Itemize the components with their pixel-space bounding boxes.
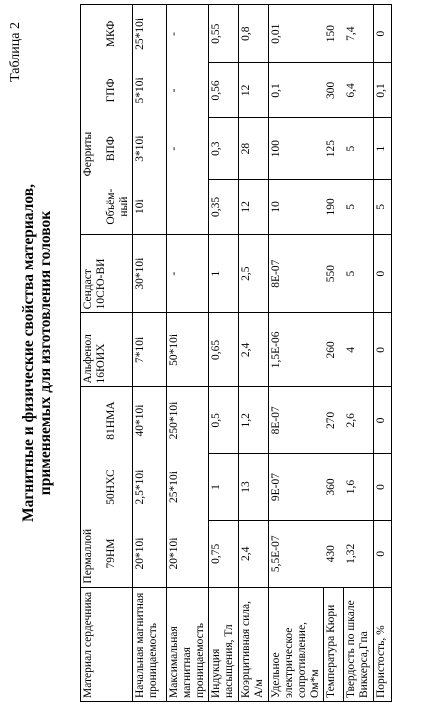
cell: 0 — [374, 387, 392, 454]
table-row — [81, 5, 133, 702]
cell: 1,2 — [239, 387, 269, 454]
cell: 28 — [239, 118, 269, 179]
row-label: Твердость по шкале Виккерса,Гпа — [344, 587, 374, 701]
cell — [81, 387, 133, 454]
cell — [81, 179, 133, 234]
cell — [81, 234, 133, 312]
cell: - — [167, 63, 209, 118]
row-label: Удельное электрическое сопротивление, Ом*м — [269, 587, 324, 701]
cell: 12 — [239, 179, 269, 234]
cell: 0 — [374, 234, 392, 312]
cell: 8Е-07 — [269, 387, 324, 454]
properties-table — [80, 4, 392, 702]
cell: 50*10і — [167, 313, 209, 387]
cell: 0,1 — [374, 63, 392, 118]
cell: 2,4 — [239, 520, 269, 587]
cell: 9Е-07 — [269, 454, 324, 521]
table-row — [344, 5, 374, 702]
row-label: Материал сердечника — [81, 587, 133, 701]
cell: 2,5*10і — [133, 454, 167, 521]
cell: 270 — [324, 387, 344, 454]
cell: 8Е-07 — [269, 234, 324, 312]
table-row — [374, 5, 392, 702]
cell-value: 81НМА — [105, 401, 117, 440]
cell: 2,5 — [239, 234, 269, 312]
cell: 360 — [324, 454, 344, 521]
cell-value: МКФ — [105, 20, 117, 48]
cell: 2,4 — [239, 313, 269, 387]
row-label: Начальная магнитная проницаемость — [133, 587, 167, 701]
cell: 250*10і — [167, 387, 209, 454]
cell: 100 — [269, 118, 324, 179]
table-row — [324, 5, 344, 702]
cell: 5 — [374, 179, 392, 234]
cell: 0,1 — [269, 63, 324, 118]
cell: 260 — [324, 313, 344, 387]
cell: 5*10і — [133, 63, 167, 118]
table-row — [167, 5, 209, 702]
cell: 40*10і — [133, 387, 167, 454]
cell — [81, 63, 133, 118]
cell: 1 — [374, 118, 392, 179]
table-row — [133, 5, 167, 702]
cell: 20*10і — [133, 520, 167, 587]
cell: 25*10і — [133, 5, 167, 63]
cell: 12 — [239, 63, 269, 118]
cell-value: 79НМ — [105, 538, 117, 569]
group-header-sendust: Сендаст — [82, 269, 94, 310]
cell: 7*10і — [133, 313, 167, 387]
cell: 0 — [374, 454, 392, 521]
cell: 3*10і — [133, 118, 167, 179]
cell: 0,5 — [209, 387, 239, 454]
cell-value: 10СЮ-ВИ — [95, 258, 107, 310]
cell: 10і — [133, 179, 167, 234]
cell — [81, 454, 133, 521]
row-label: Коэрцитивная сила, А/м — [239, 587, 269, 701]
title-line-2: применяемых для изготовления головок — [37, 210, 54, 496]
cell: 0,8 — [239, 5, 269, 63]
cell — [81, 313, 133, 387]
cell: 1,32 — [344, 520, 374, 587]
page-title — [20, 0, 54, 706]
cell: 7,4 — [344, 5, 374, 63]
cell: 0,56 — [209, 63, 239, 118]
cell: 550 — [324, 234, 344, 312]
row-label: Пористость, % — [374, 587, 392, 701]
cell — [81, 5, 133, 63]
cell: 1,5Е-06 — [269, 313, 324, 387]
cell-value: ГПФ — [105, 78, 117, 103]
cell: 0 — [374, 313, 392, 387]
cell: 0,75 — [209, 520, 239, 587]
cell: 190 — [324, 179, 344, 234]
table-number: Таблица 2 — [8, 22, 23, 82]
cell: 6,4 — [344, 63, 374, 118]
row-label: Максимальная магнитная проницаемость — [167, 587, 209, 701]
cell: 30*10і — [133, 234, 167, 312]
group-header-alfenol: Альфенол — [82, 334, 94, 384]
cell-value: ВПФ — [105, 136, 117, 162]
cell: 2,6 — [344, 387, 374, 454]
cell: 1 — [209, 454, 239, 521]
cell: - — [167, 118, 209, 179]
cell: 1 — [209, 234, 239, 312]
cell: 1,6 — [344, 454, 374, 521]
cell-value: 50НХС — [105, 469, 117, 505]
cell — [81, 520, 133, 587]
group-header-ferrites: Ферриты — [82, 131, 94, 177]
cell: 10 — [269, 179, 324, 234]
cell: 0 — [374, 5, 392, 63]
cell: - — [167, 234, 209, 312]
cell: 5 — [344, 234, 374, 312]
cell: 5 — [344, 179, 374, 234]
cell — [167, 179, 209, 234]
cell: 13 — [239, 454, 269, 521]
table-row — [239, 5, 269, 702]
cell: 0 — [374, 520, 392, 587]
group-header-permalloy: Пермаллой — [82, 528, 94, 584]
cell: 25*10і — [167, 454, 209, 521]
cell: - — [167, 5, 209, 63]
table-row — [209, 5, 239, 702]
cell: 0,01 — [269, 5, 324, 63]
cell: 0,65 — [209, 313, 239, 387]
cell: 4 — [344, 313, 374, 387]
cell: 5,5Е-07 — [269, 520, 324, 587]
cell: 20*10і — [167, 520, 209, 587]
row-label: Индукция насыщения, Тл — [209, 587, 239, 701]
cell: 300 — [324, 63, 344, 118]
cell-value: 16ЮИХ — [95, 343, 107, 384]
cell: 430 — [324, 520, 344, 587]
row-label: Температура Кюри — [324, 587, 344, 701]
cell: 150 — [324, 5, 344, 63]
title-line-1: Магнитные и физические свойства материалов, — [20, 184, 37, 522]
cell: 5 — [344, 118, 374, 179]
table-row — [269, 5, 324, 702]
cell: 125 — [324, 118, 344, 179]
cell: 0,35 — [209, 179, 239, 234]
cell-value: Объём-ный — [105, 188, 130, 225]
cell: 0,55 — [209, 5, 239, 63]
cell: 0,3 — [209, 118, 239, 179]
cell — [81, 118, 133, 179]
